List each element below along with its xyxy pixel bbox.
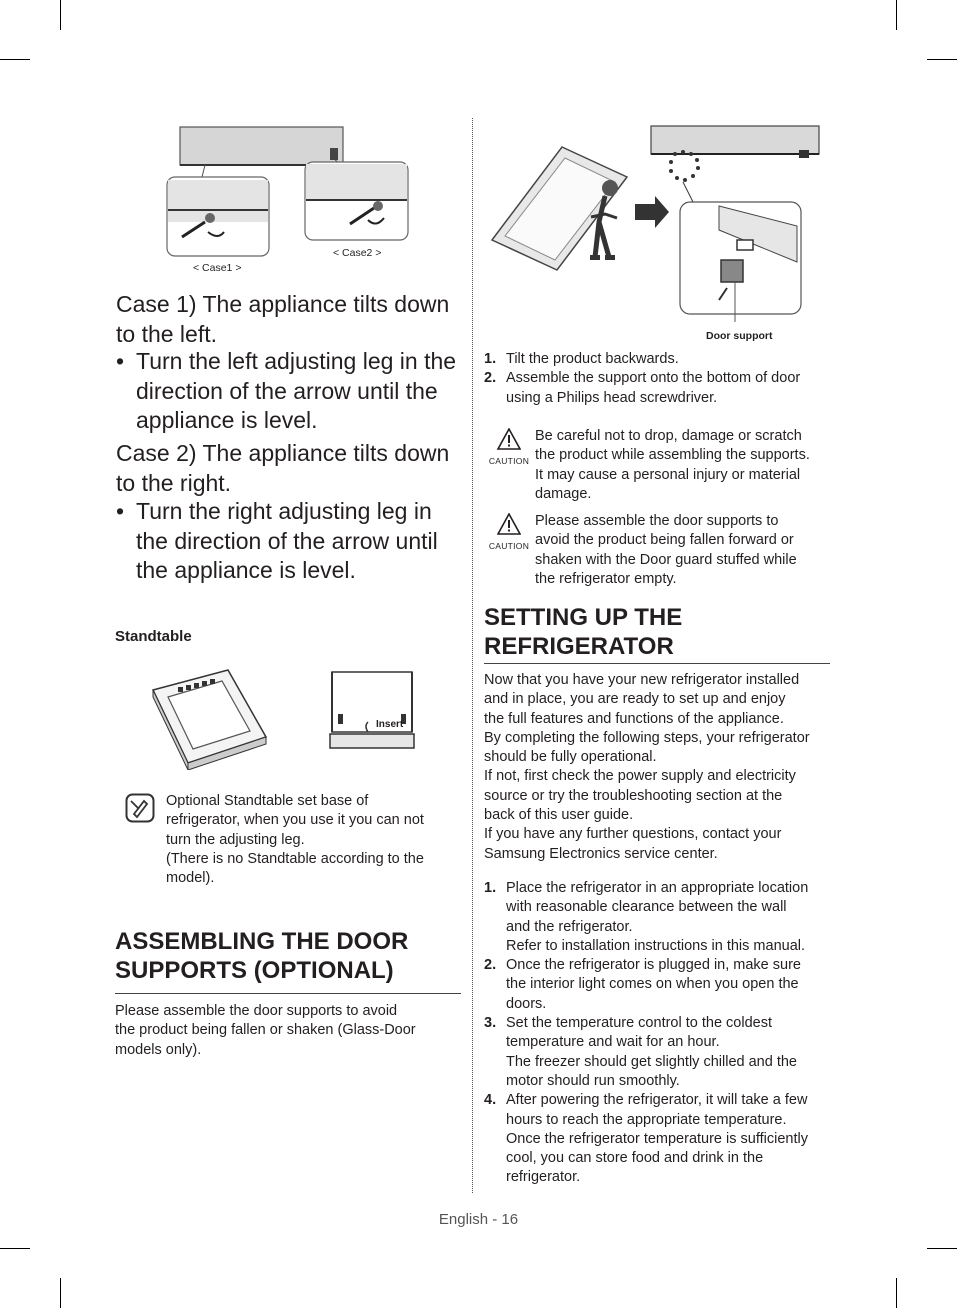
caution-line: shaken with the Door guard stuffed while — [535, 551, 797, 568]
step-line: The freezer should get slightly chilled and the — [506, 1053, 797, 1070]
caution-badge — [487, 513, 531, 551]
intro-line: Samsung Electronics service center. — [484, 845, 718, 862]
step-line: and the refrigerator. — [506, 918, 633, 935]
intro-line: source or try the troubleshooting section at the — [484, 787, 783, 804]
intro-line: and in place, you are ready to set up and enjoy — [484, 691, 786, 708]
step-item — [484, 350, 834, 369]
setup-steps — [484, 879, 834, 1188]
note-line: turn the adjusting leg. — [166, 831, 305, 848]
crop-mark — [896, 0, 897, 30]
caution-line: avoid the product being fallen forward or — [535, 532, 794, 549]
assembling-heading-line: ASSEMBLING THE DOOR — [115, 928, 409, 955]
assembling-text — [115, 1002, 461, 1060]
case2-caption: < Case2 > — [333, 247, 382, 259]
caution-line: It may cause a personal injury or material — [535, 466, 801, 483]
step-number: 1. — [484, 351, 497, 367]
caution-line: the product while assembling the supports. — [535, 447, 810, 464]
step-line: temperature and wait for an hour. — [506, 1034, 720, 1051]
standtable-illustration — [148, 665, 273, 770]
crop-mark — [896, 1278, 897, 1308]
step-line: refrigerator. — [506, 1169, 581, 1186]
step-item — [484, 879, 834, 956]
step-line: Set the temperature control to the coldest — [506, 1015, 772, 1032]
assembling-heading-line: SUPPORTS (OPTIONAL) — [115, 957, 394, 984]
setting-heading-line: REFRIGERATOR — [484, 633, 674, 660]
step-text — [506, 956, 801, 1014]
step-line: cool, you can store food and drink in the — [506, 1150, 764, 1167]
step-number: 3. — [484, 1015, 497, 1032]
section-rule — [484, 663, 830, 664]
step-line: Place the refrigerator in an appropriate location — [506, 880, 809, 896]
case1-bullet-text: Turn the left adjusting leg in the direction of the arrow until the appliance is level. — [136, 348, 457, 433]
step-text: Tilt the product backwards. — [506, 351, 679, 367]
case1-bullet — [116, 347, 466, 436]
intro-line: Now that you have your new refrigerator installed — [484, 672, 800, 688]
step-text — [506, 879, 808, 956]
insert-label: Insert — [376, 719, 404, 730]
step-number: 1. — [484, 880, 497, 896]
setting-heading-line: SETTING UP THE — [484, 604, 683, 631]
case2-bullet — [116, 497, 456, 586]
tilt-steps — [484, 350, 834, 408]
standtable-note — [166, 792, 456, 888]
step-line: Once the refrigerator is plugged in, make sure — [506, 957, 801, 974]
step-item — [484, 369, 834, 408]
caution-label: CAUTION — [488, 456, 530, 466]
crop-mark — [60, 0, 61, 30]
caution-line: Be careful not to drop, damage or scratch — [535, 428, 802, 444]
case1-caption: < Case1 > — [193, 262, 242, 274]
assembling-line: models only). — [115, 1041, 202, 1058]
case2-bullet-text: Turn the right adjusting leg in the direction of the arrow until the appliance is level. — [136, 498, 438, 583]
step-line: Refer to installation instructions in this manual. — [506, 937, 806, 954]
intro-line: the full features and functions of the appliance. — [484, 710, 784, 727]
assembling-line: the product being fallen or shaken (Glass-Door — [115, 1022, 416, 1039]
step-item — [484, 1091, 834, 1187]
intro-line: back of this user guide. — [484, 807, 634, 824]
intro-line: If not, first check the power supply and electricity — [484, 768, 796, 785]
step-text — [506, 1091, 808, 1187]
step-line: Assemble the support onto the bottom of door — [506, 370, 801, 387]
caution-badge — [487, 428, 531, 466]
section-rule — [115, 993, 461, 994]
note-line: (There is no Standtable according to the — [166, 850, 424, 867]
note-line: Optional Standtable set base of — [166, 793, 369, 809]
door-support-label: Door support — [706, 330, 773, 342]
intro-line: should be fully operational. — [484, 749, 657, 766]
crop-mark — [0, 1248, 30, 1249]
assembling-heading — [115, 927, 408, 985]
step-text — [506, 1014, 797, 1091]
crop-mark — [60, 1278, 61, 1308]
caution-line: Please assemble the door supports to — [535, 513, 779, 529]
crop-mark — [927, 59, 957, 60]
door-support-illustration — [487, 122, 822, 322]
intro-line: If you have any further questions, contact your — [484, 826, 782, 843]
intro-line: By completing the following steps, your refrigerator — [484, 729, 810, 746]
caution-line: the refrigerator empty. — [535, 570, 677, 587]
caution-line: damage. — [535, 485, 592, 502]
step-text — [506, 369, 800, 408]
note-line: model). — [166, 870, 215, 887]
step-number: 2. — [484, 370, 497, 387]
step-line: motor should run smoothly. — [506, 1072, 680, 1089]
column-divider — [472, 118, 473, 1193]
note-line: refrigerator, when you use it you can not — [166, 812, 424, 829]
setting-up-heading — [484, 603, 682, 661]
caution1-text — [535, 427, 835, 504]
caution-label: CAUTION — [488, 541, 530, 551]
standtable-title: Standtable — [115, 628, 192, 645]
page-footer: English - 16 — [438, 1211, 519, 1228]
bullet-icon: • — [116, 348, 125, 374]
step-number: 4. — [484, 1092, 497, 1109]
warning-icon — [497, 513, 521, 535]
step-line: using a Philips head screwdriver. — [506, 389, 718, 406]
crop-mark — [0, 59, 30, 60]
step-number: 2. — [484, 957, 497, 974]
step-line: the interior light comes on when you open the — [506, 976, 799, 993]
step-line: with reasonable clearance between the wall — [506, 899, 787, 916]
caution2-text — [535, 512, 835, 589]
case2-title: Case 2) The appliance tilts down to the right. — [116, 440, 450, 496]
step-item — [484, 1014, 834, 1091]
case1-title: Case 1) The appliance tilts down to the left. — [116, 291, 450, 347]
setting-intro — [484, 671, 834, 864]
step-line: doors. — [506, 995, 547, 1012]
assembling-line: Please assemble the door supports to avoid — [115, 1003, 398, 1019]
crop-mark — [927, 1248, 957, 1249]
note-icon — [125, 793, 155, 823]
warning-icon — [497, 428, 521, 450]
step-line: Once the refrigerator temperature is sufficiently — [506, 1130, 808, 1147]
step-line: After powering the refrigerator, it will take a few — [506, 1092, 808, 1109]
step-item — [484, 956, 834, 1014]
bullet-icon: • — [116, 498, 125, 524]
step-line: hours to reach the appropriate temperature. — [506, 1111, 787, 1128]
standtable-insert-illustration — [328, 670, 418, 752]
